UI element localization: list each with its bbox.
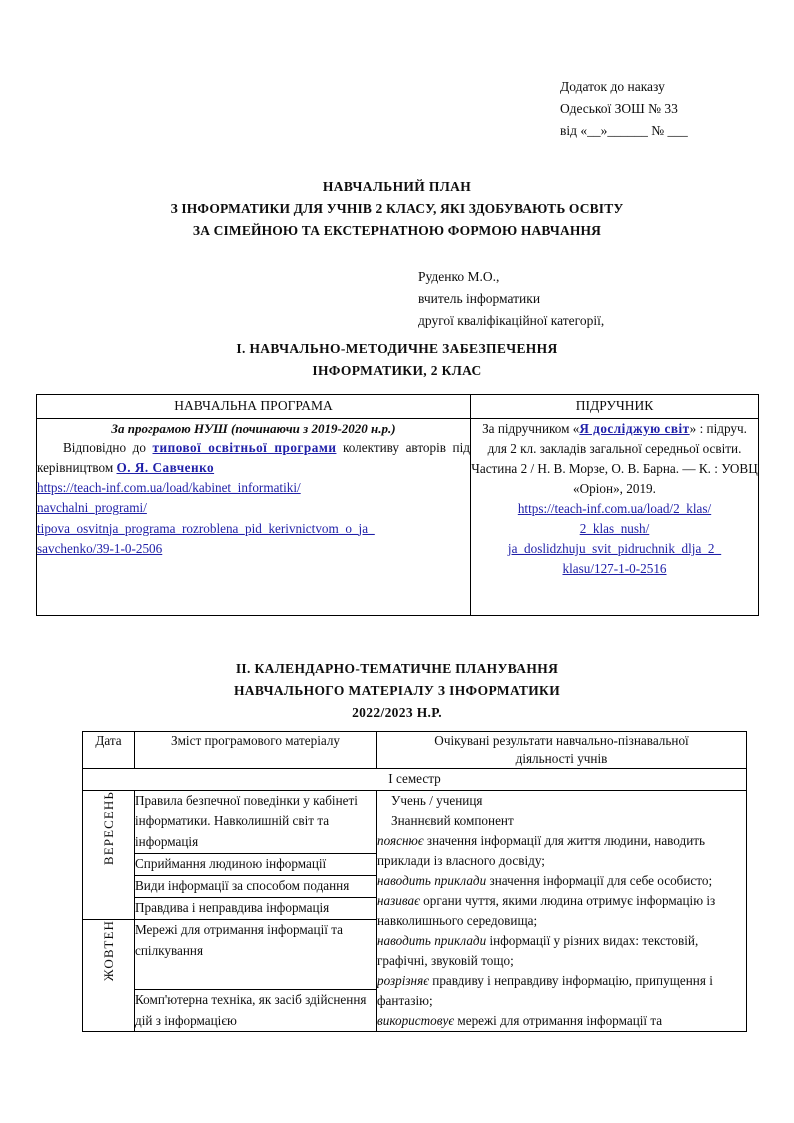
month-label: ВЕРЕСЕНЬ <box>100 790 116 865</box>
program-para-mid: колективу авторів під керівництвом <box>37 440 470 476</box>
link-ja-doslidzhuju-svit[interactable]: Я досліджую світ <box>579 420 690 436</box>
topic-cell: Мережі для отримання інформації та спілкування <box>135 919 377 989</box>
month-cell-october <box>83 919 135 1032</box>
title-line-2: З ІНФОРМАТИКИ ДЛЯ УЧНІВ 2 КЛАСУ, ЯКІ ЗДОБУВАЮТЬ ОСВІТУ <box>170 200 624 216</box>
result-text: значення інформації для себе особисто; <box>486 872 713 888</box>
textbook-url-line-1[interactable]: https://teach-inf.com.ua/load/2_klas/ <box>517 500 712 516</box>
program-cell <box>37 418 471 615</box>
link-savchenko[interactable]: О. Я. Савченко <box>116 460 215 476</box>
month-label: ЖОВТЕН <box>100 919 116 981</box>
result-text: органи чуття, якими людина отримує інформацію із навколишнього середовища; <box>377 892 716 928</box>
topic-cell: Види інформації за способом подання <box>135 876 377 898</box>
column-header-results-line-2: діяльності учнів <box>515 750 608 766</box>
month-cell-september <box>83 790 135 919</box>
section-2-heading-line-2: НАВЧАЛЬНОГО МАТЕРІАЛУ З ІНФОРМАТИКИ <box>233 682 561 698</box>
table-row <box>37 418 759 615</box>
result-verb: наводить приклади <box>377 933 487 949</box>
result-text: значення інформації для життя людини, наводить приклади із власного досвіду; <box>377 832 706 868</box>
result-verb: використовує <box>377 1013 455 1029</box>
author-position: вчитель інформатики <box>418 291 541 307</box>
document-header <box>560 76 780 142</box>
column-header-results <box>377 732 747 769</box>
author-block <box>418 266 748 332</box>
result-text: мережі для отримання інформації та <box>454 1013 663 1029</box>
column-header-program: НАВЧАЛЬНА ПРОГРАМА <box>37 395 471 419</box>
header-line-school: Одеської ЗОШ № 33 <box>560 100 678 116</box>
program-url-line-2[interactable]: navchalni_programi/ <box>37 500 147 516</box>
table-header-row <box>37 395 759 419</box>
program-url-line-3[interactable]: tipova_osvitnja_programa_rozroblena_pid_kerivnictvom_o_ja_ <box>37 520 375 536</box>
program-textbook-table <box>36 394 759 616</box>
result-verb: пояснює <box>377 832 424 848</box>
section-1-heading-line-1: I. НАВЧАЛЬНО-МЕТОДИЧНЕ ЗАБЕЗПЕЧЕННЯ <box>236 341 558 356</box>
result-verb: розрізняє <box>377 973 429 989</box>
results-cell <box>377 790 747 1032</box>
topic-cell: Правила безпечної поведінки у кабінеті інформатики. Навколишній світ та інформація <box>135 790 377 854</box>
results-header-pupil: Учень / учениця <box>391 792 483 808</box>
section-1-heading <box>47 338 747 382</box>
header-line-date-number: від «__»______ № ___ <box>560 122 688 138</box>
result-verb: наводить приклади <box>377 872 487 888</box>
result-item <box>377 891 746 931</box>
title-line-3: ЗА СІМЕЙНОЮ ТА ЕКСТЕРНАТНОЮ ФОРМОЮ НАВЧАННЯ <box>192 222 602 238</box>
link-typical-program[interactable]: типової освітньої програми <box>152 440 337 456</box>
section-2-heading-line-1: II. КАЛЕНДАРНО-ТЕМАТИЧНЕ ПЛАНУВАННЯ <box>235 661 559 676</box>
program-para-start: Відповідно до <box>63 440 153 456</box>
result-item <box>377 931 746 971</box>
page-title <box>47 176 747 242</box>
topic-cell: Правдива і неправдива інформація <box>135 897 377 919</box>
author-category: другої кваліфікаційної категорії, <box>418 313 605 329</box>
result-item <box>377 871 746 891</box>
table-row <box>83 790 747 854</box>
section-1-heading-line-2: ІНФОРМАТИКИ, 2 КЛАС <box>312 362 482 378</box>
program-paragraph <box>37 438 470 478</box>
author-name: Руденко М.О., <box>418 269 500 284</box>
textbook-suffix: » : підруч. для 2 кл. закладів загальної середньої освіти. Частина 2 / Н. В. Морзе, О. В. Барна. — К. : УОВЦ «Оріон», 2019. <box>471 420 758 496</box>
result-item <box>377 831 746 871</box>
title-line-1: НАВЧАЛЬНИЙ ПЛАН <box>322 179 472 194</box>
result-item <box>377 1011 746 1031</box>
result-text: правдиву і неправдиву інформацію, припущення і фантазію; <box>377 973 713 1009</box>
topic-cell: Комп'ютерна техніка, як засіб здійснення дій з інформацією <box>135 989 377 1032</box>
semester-label: I семестр <box>83 768 747 790</box>
semester-row <box>83 768 747 790</box>
program-url-line-1[interactable]: https://teach-inf.com.ua/load/kabinet_informatiki/ <box>37 480 301 496</box>
program-title: За програмою НУШ (починаючи з 2019-2020 н.р.) <box>111 420 396 436</box>
result-item <box>377 971 746 1011</box>
header-line-appendix: Додаток до наказу <box>560 79 665 94</box>
column-header-results-line-1: Очікувані результати навчально-пізнавальної <box>434 733 689 748</box>
section-2-heading-line-3: 2022/2023 Н.Р. <box>352 704 442 720</box>
table-header-row <box>83 732 747 769</box>
calendar-plan-table <box>82 731 747 1032</box>
program-url-line-4[interactable]: savchenko/39-1-0-2506 <box>37 540 163 556</box>
results-header-knowledge: Знаннєвий компонент <box>391 812 514 828</box>
column-header-date: Дата <box>83 732 135 769</box>
textbook-url-line-4[interactable]: klasu/127-1-0-2516 <box>562 560 667 576</box>
result-verb: називає <box>377 892 420 908</box>
section-2-heading <box>47 658 747 724</box>
topic-cell: Сприймання людиною інформації <box>135 854 377 876</box>
textbook-url-line-3[interactable]: ja_doslidzhuju_svit_pidruchnik_dlja_2_ <box>507 540 722 556</box>
textbook-cell <box>471 418 759 615</box>
textbook-url-line-2[interactable]: 2_klas_nush/ <box>579 520 650 536</box>
column-header-content: Зміст програмового матеріалу <box>135 732 377 769</box>
column-header-textbook: ПІДРУЧНИК <box>471 395 759 419</box>
result-text: інформації у різних видах: текстовій, графічні, звуковій тощо; <box>377 933 699 969</box>
textbook-prefix: За підручником « <box>482 420 580 436</box>
